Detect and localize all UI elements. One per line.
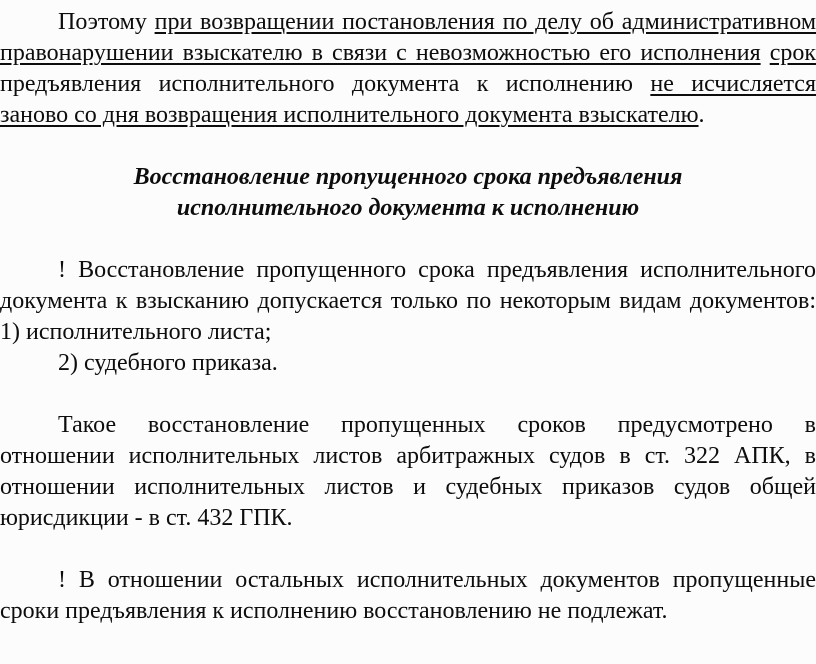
text-segment: юрисдикции - в ст. 432 ГПК.	[0, 505, 293, 531]
text-segment	[761, 40, 770, 66]
para-statutory-basis	[0, 410, 816, 534]
text-line	[0, 348, 816, 379]
text-line	[0, 69, 816, 100]
text-line	[0, 565, 816, 596]
underlined-text: не исчисляется	[650, 71, 816, 97]
text-segment: сроки предъявления к исполнению восстановлению не подлежат.	[0, 598, 668, 624]
text-line	[0, 596, 816, 627]
text-line	[0, 503, 816, 534]
text-line	[0, 441, 816, 472]
text-line	[0, 317, 816, 348]
underlined-text: срок	[769, 40, 816, 66]
heading-restoration-of-missed-term	[0, 162, 816, 224]
text-segment: Такое восстановление пропущенных сроков предусмотрено в	[58, 412, 816, 438]
text-line	[0, 100, 816, 131]
para-restoration-allowed-documents	[0, 255, 816, 379]
text-segment: Восстановление пропущенного срока предъявления	[133, 164, 683, 190]
text-line	[0, 38, 816, 69]
text-line	[0, 410, 816, 441]
text-segment: отношении исполнительных листов арбитражных судов в ст. 322 АПК, в	[0, 443, 816, 469]
para-other-documents-not-restored	[0, 565, 816, 627]
text-line	[0, 7, 816, 38]
text-line	[0, 286, 816, 317]
text-line	[0, 162, 816, 193]
text-segment: ! В отношении остальных исполнительных документов пропущенные	[58, 567, 816, 593]
text-segment: предъявления исполнительного документа к исполнению	[0, 71, 651, 97]
underlined-text: при возвращении постановления по делу об административном	[154, 9, 816, 35]
text-segment: 1) исполнительного листа;	[0, 319, 272, 345]
text-segment: .	[698, 102, 705, 128]
underlined-text: заново со дня возвращения исполнительного документа взыскателю	[0, 102, 699, 128]
text-segment: отношении исполнительных листов и судебных приказов судов общей	[0, 474, 816, 500]
text-segment: документа к взысканию допускается только по некоторым видам документов:	[0, 288, 816, 314]
text-segment: Поэтому	[58, 9, 155, 35]
text-segment: 2) судебного приказа.	[58, 350, 278, 376]
para-return-of-resolution	[0, 7, 816, 131]
text-segment: исполнительного документа к исполнению	[176, 195, 640, 221]
text-line	[0, 472, 816, 503]
text-line	[0, 255, 816, 286]
underlined-text: правонарушении взыскателю в связи с невозможностью его исполнения	[0, 40, 761, 66]
text-line	[0, 193, 816, 224]
text-segment: ! Восстановление пропущенного срока предъявления исполнительного	[58, 257, 816, 283]
